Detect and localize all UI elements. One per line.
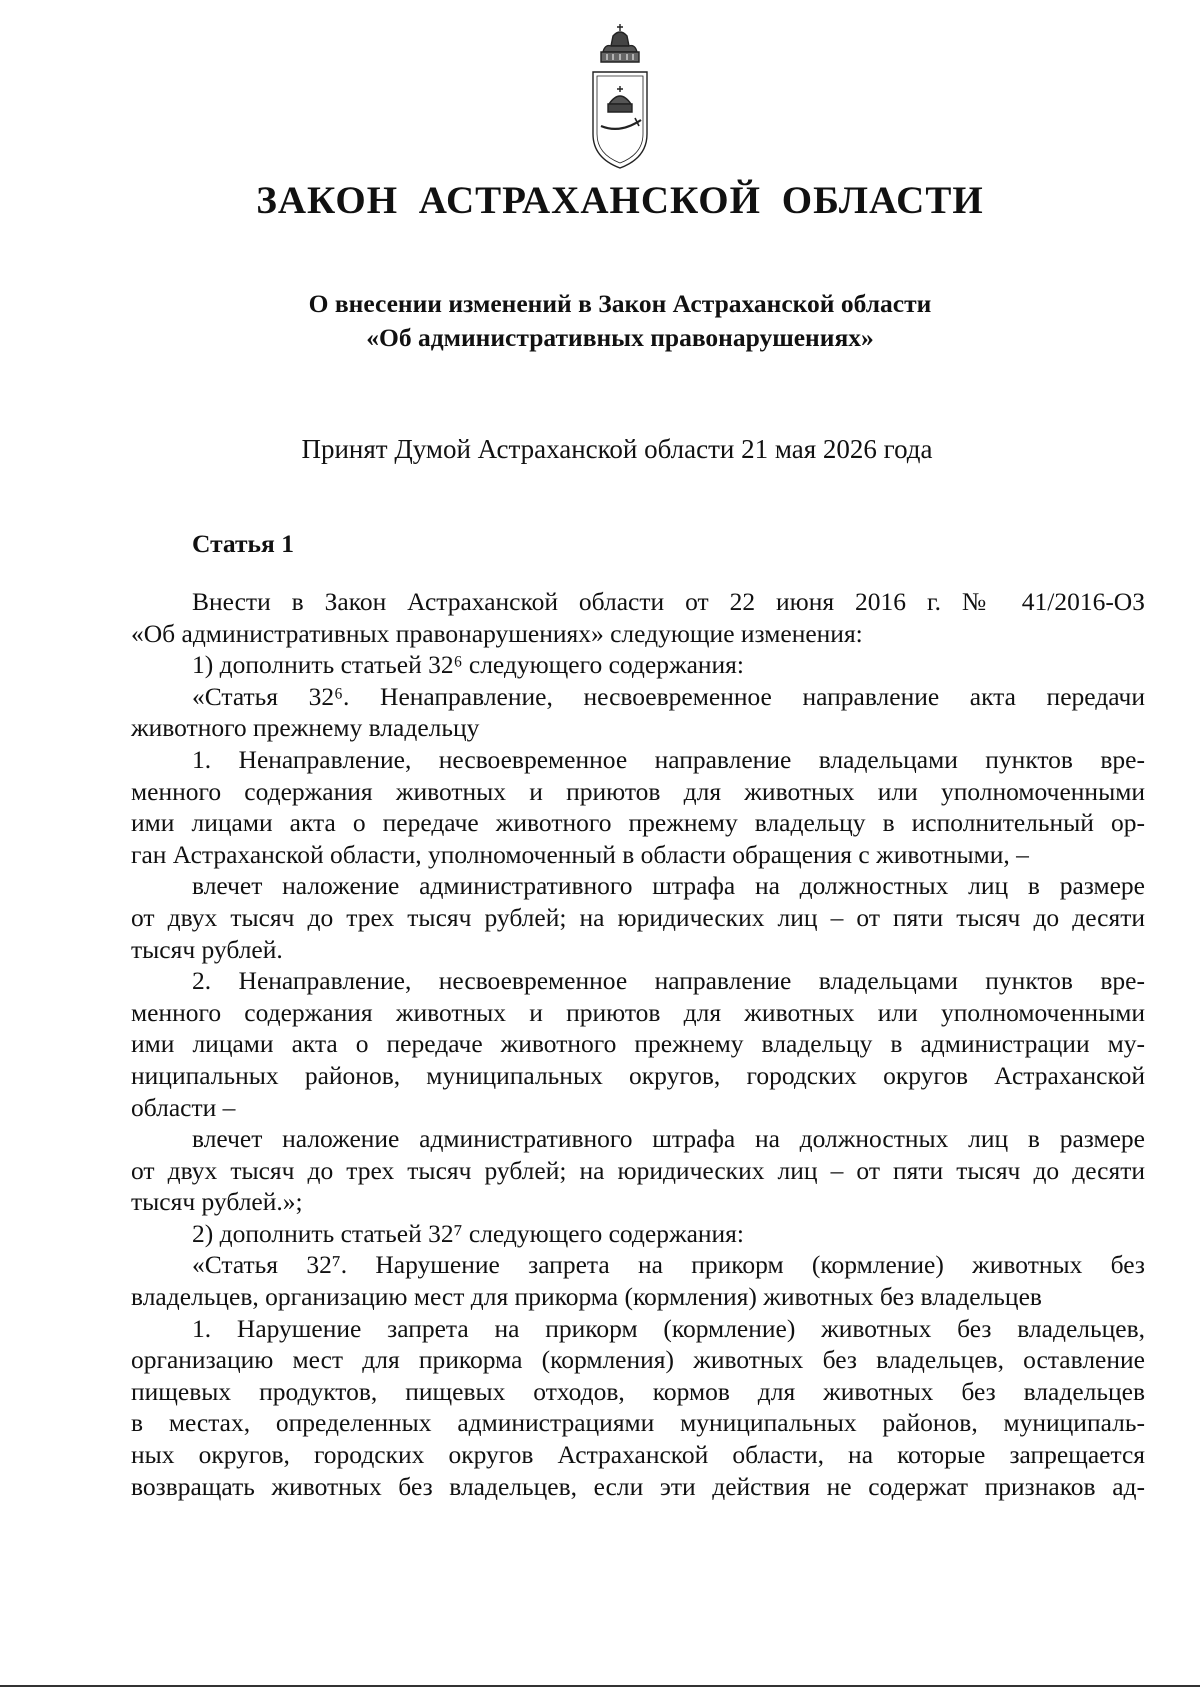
text-line: тысяч рублей.»; [131,1187,303,1217]
text-line: ниципальных районов, муниципальных округов, городских округов Астраханской [131,1060,1145,1090]
text-line: менного содержания животных и приютов для животных или уполномоченными [131,997,1145,1027]
page-bottom-rule [0,1685,1200,1687]
text-line: менного содержания животных и приютов для животных или уполномоченными [131,776,1145,806]
text-line: ими лицами акта о передаче животного прежнему владельцу в исполнительный ор- [131,808,1145,838]
text-line: 2. Ненаправление, несвоевременное направление владельцами пунктов вре- [192,966,1145,996]
subtitle-line: «Об административных правонарушениях» [366,323,874,352]
adoption-note: Принят Думой Астраханской области 21 мая 2026 года [301,434,933,464]
subtitle-line: О внесении изменений в Закон Астраханской области [308,289,932,318]
text-line: владельцев, организацию мест для прикорма (кормления) животных без владельцев [131,1282,1042,1312]
article-body [131,586,1145,1502]
document-subtitle [0,287,1200,355]
article-heading: Статья 1 [192,529,294,558]
text-line: ими лицами акта о передаче животного прежнему владельцу в администрации му- [131,1029,1145,1059]
text-line: «Статья 32⁶. Ненаправление, несвоевременное направление акта передачи [192,681,1145,711]
coat-of-arms-icon [583,22,657,170]
text-line: пищевых продуктов, пищевых отходов, кормов для животных без владельцев [131,1376,1145,1406]
text-line: ган Астраханской области, уполномоченный в области обращения с животными, – [131,839,1029,869]
text-line: в местах, определенных администрациями муниципальных районов, муниципаль- [131,1408,1145,1438]
text-line: животного прежнему владельцу [131,713,480,743]
text-line: 1. Нарушение запрета на прикорм (кормление) животных без владельцев, [192,1313,1145,1343]
text-line: организацию мест для прикорма (кормления) животных без владельцев, оставление [131,1345,1145,1375]
text-line: возвращать животных без владельцев, если эти действия не содержат признаков ад- [131,1471,1145,1501]
text-line: Внести в Закон Астраханской области от 22 июня 2016 г. № 41/2016-ОЗ [192,587,1145,616]
text-line: «Об административных правонарушениях» следующие изменения: [131,618,863,648]
text-line: от двух тысяч до трех тысяч рублей; на юридических лиц – от пяти тысяч до десяти [131,1155,1145,1185]
document-title: ЗАКОН АСТРАХАНСКОЙ ОБЛАСТИ [256,179,984,222]
text-line: влечет наложение административного штрафа на должностных лиц в размере [192,1124,1145,1154]
text-line: 1) дополнить статьей 32⁶ следующего содержания: [192,650,744,680]
text-line: 1. Ненаправление, несвоевременное направление владельцами пунктов вре- [192,744,1145,774]
text-line: ных округов, городских округов Астраханской области, на которые запрещается [131,1440,1145,1470]
text-line: «Статья 32⁷. Нарушение запрета на прикорм (кормление) животных без [192,1250,1145,1280]
text-line: тысяч рублей. [131,934,283,964]
text-line: области – [131,1092,236,1122]
text-line: 2) дополнить статьей 32⁷ следующего содержания: [192,1218,744,1248]
text-line: влечет наложение административного штрафа на должностных лиц в размере [192,871,1145,901]
text-line: от двух тысяч до трех тысяч рублей; на юридических лиц – от пяти тысяч до десяти [131,902,1145,932]
